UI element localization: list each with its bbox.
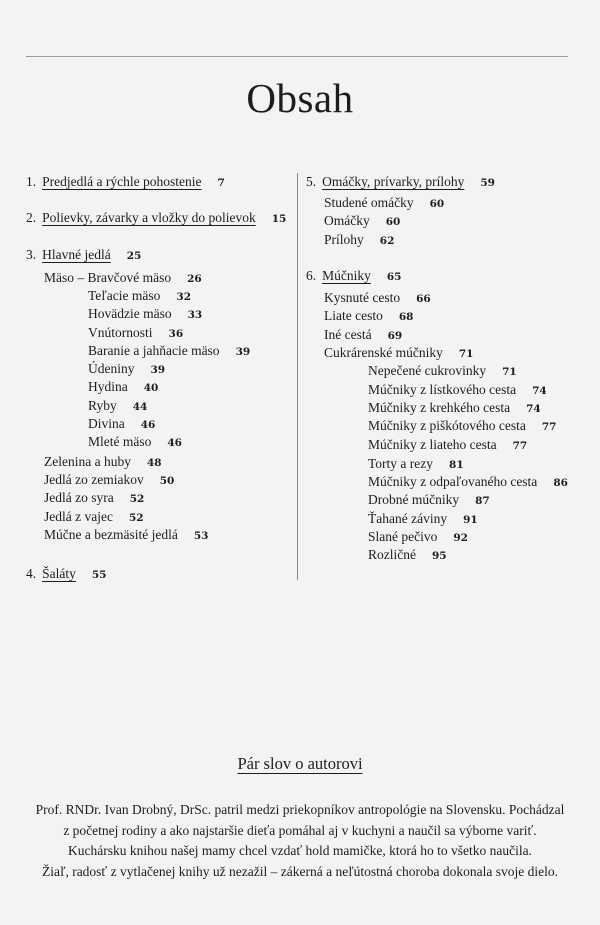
page-number: 60 — [429, 198, 445, 210]
entry-label: Studené omáčky — [324, 195, 414, 210]
page-number: 92 — [453, 532, 468, 544]
toc-entry-piskotove[interactable] — [368, 417, 556, 436]
chapter-label: Predjedlá a rýchle pohostenie — [42, 174, 202, 189]
page-number: 26 — [187, 273, 202, 285]
page-number: 62 — [379, 235, 395, 247]
entry-label: Nepečené cukrovinky — [368, 363, 487, 378]
page-number: 52 — [128, 512, 144, 524]
page-number: 15 — [271, 213, 287, 225]
page-number: 77 — [541, 421, 557, 433]
page-number: 36 — [168, 328, 184, 340]
page-number: 68 — [398, 311, 414, 323]
entry-label: Zelenina a huby — [44, 454, 131, 469]
page-number: 91 — [463, 514, 478, 526]
toc-entry-maso[interactable] — [44, 269, 202, 288]
page-number: 86 — [553, 477, 568, 489]
toc-chapter-2[interactable] — [26, 209, 286, 228]
toc-entry-torty[interactable] — [368, 455, 464, 474]
toc-entry-drobne[interactable] — [368, 491, 490, 510]
entry-label: Rozličné — [368, 547, 416, 562]
about-line: Kuchársku knihou našej mamy chcel vzdať hold mamičke, ktorá ho to všetko naučila. — [68, 843, 532, 858]
page-number: 55 — [91, 569, 107, 581]
about-line: Žiaľ, radosť z vytlačenej knihy už nezažil – zákerná a neľútostná choroba dokonala svoje dielo. — [41, 863, 559, 879]
page-title: Obsah — [246, 75, 354, 121]
toc-entry-divina[interactable] — [88, 415, 155, 434]
about-heading-text: Pár slov o autorovi — [237, 754, 363, 773]
page-number: 59 — [480, 177, 495, 189]
about-heading — [0, 754, 600, 774]
page-number: 46 — [167, 437, 182, 449]
entry-label: Prílohy — [324, 232, 364, 247]
top-rule — [26, 56, 568, 57]
page-number: 40 — [143, 382, 159, 394]
toc-entry-listkove[interactable] — [368, 381, 547, 400]
toc-chapter-3[interactable] — [26, 246, 141, 265]
chapter-number: 1. — [26, 174, 37, 189]
page-number: 48 — [146, 457, 162, 469]
page-number: 52 — [129, 493, 145, 505]
entry-label: Liate cesto — [324, 308, 383, 323]
chapter-label: Múčniky — [322, 268, 371, 283]
toc-entry-liateho[interactable] — [368, 436, 527, 455]
page-number: 74 — [532, 385, 547, 397]
entry-label: Baranie a jahňacie mäso — [88, 343, 220, 358]
toc-chapter-1[interactable] — [26, 173, 225, 192]
page-number: 33 — [187, 309, 203, 321]
page-number: 44 — [132, 401, 148, 413]
entry-label: Múčniky z lístkového cesta — [368, 382, 517, 397]
entry-label: Hydina — [88, 379, 128, 394]
page-number: 53 — [193, 530, 209, 542]
entry-label: Cukrárenské múčniky — [324, 345, 443, 360]
entry-label: Ryby — [88, 398, 117, 413]
toc-entry-ryby[interactable] — [88, 397, 147, 416]
entry-label: Múčniky z odpaľovaného cesta — [368, 474, 538, 489]
toc-entry-kysnute[interactable] — [324, 289, 431, 308]
toc-chapter-5[interactable] — [306, 173, 495, 192]
page-number: 25 — [126, 250, 142, 262]
chapter-number: 5. — [306, 174, 317, 189]
chapter-label: Polievky, závarky a vložky do polievok — [42, 210, 256, 225]
chapter-number: 4. — [26, 566, 37, 581]
entry-label: Jedlá z vajec — [44, 509, 113, 524]
toc-entry-zelenina[interactable] — [44, 453, 162, 472]
toc-entry-odpalovane[interactable] — [368, 473, 568, 492]
entry-label: Mleté mäso — [88, 434, 152, 449]
about-line: Prof. RNDr. Ivan Drobný, DrSc. patril medzi priekopníkov antropológie na Slovensku. Pochádzal — [35, 802, 565, 817]
about-paragraph — [10, 800, 590, 882]
page-number: 77 — [512, 440, 528, 452]
toc-entry-ine[interactable] — [324, 326, 402, 345]
toc-entry-studene[interactable] — [324, 194, 444, 213]
chapter-label: Šaláty — [42, 566, 76, 581]
entry-label: Ťahané záviny — [368, 511, 448, 526]
toc-entry-rozlicne[interactable] — [368, 546, 447, 565]
page-number: 74 — [526, 403, 541, 415]
toc-entry-prilohy[interactable] — [324, 231, 394, 250]
toc-entry-baranie[interactable] — [88, 342, 250, 361]
toc-entry-hovadzie[interactable] — [88, 305, 202, 324]
page-number: 39 — [150, 364, 166, 376]
entry-label: Hovädzie mäso — [88, 306, 172, 321]
toc-entry-vnutornosti[interactable] — [88, 324, 183, 343]
toc-entry-krehke[interactable] — [368, 399, 541, 418]
page-number: 71 — [502, 366, 517, 378]
chapter-label: Omáčky, prívarky, prílohy — [322, 174, 465, 189]
page-number: 65 — [386, 271, 402, 283]
toc-entry-mucne[interactable] — [44, 526, 208, 545]
entry-label: Jedlá zo syra — [44, 490, 114, 505]
page-number: 87 — [475, 495, 490, 507]
toc-chapter-6[interactable] — [306, 267, 402, 286]
chapter-number: 6. — [306, 268, 317, 283]
page-number: 71 — [458, 348, 474, 360]
entry-label: Mäso – Bravčové mäso — [44, 270, 172, 285]
column-divider — [297, 173, 298, 580]
entry-label: Múčniky z liateho cesta — [368, 437, 497, 452]
entry-label: Iné cestá — [324, 327, 372, 342]
entry-label: Torty a rezy — [368, 456, 434, 471]
page-number: 95 — [431, 550, 447, 562]
chapter-number: 2. — [26, 210, 37, 225]
about-line: z početnej rodiny a ako najstaršie dieťa pomáhal aj v kuchyni a naučil sa výborne variť. — [63, 822, 537, 838]
page-number: 39 — [235, 346, 251, 358]
page-number: 66 — [416, 293, 431, 305]
toc-entry-zemiaky[interactable] — [44, 471, 174, 490]
page-number: 81 — [449, 459, 464, 471]
toc-chapter-4[interactable] — [26, 565, 107, 584]
entry-label: Múčniky z piškótového cesta — [368, 418, 526, 433]
page-number: 69 — [387, 330, 403, 342]
entry-label: Múčne a bezmäsité jedlá — [44, 527, 178, 542]
entry-label: Údeniny — [88, 361, 135, 376]
chapter-number: 3. — [26, 247, 37, 262]
entry-label: Jedlá zo zemiakov — [44, 472, 144, 487]
toc-entry-udeniny[interactable] — [88, 360, 165, 379]
toc-entry-hydina[interactable] — [88, 378, 158, 397]
entry-label: Slané pečivo — [368, 529, 438, 544]
entry-label: Vnútornosti — [88, 325, 153, 340]
toc-entry-cukrarenske[interactable] — [324, 344, 473, 363]
toc-entry-vajce[interactable] — [44, 508, 144, 527]
page-number: 32 — [176, 291, 192, 303]
toc-entry-tahane[interactable] — [368, 510, 478, 529]
toc-entry-nepecene[interactable] — [368, 362, 517, 381]
entry-label: Múčniky z krehkého cesta — [368, 400, 511, 415]
chapter-label: Hlavné jedlá — [42, 247, 111, 262]
entry-label: Teľacie mäso — [88, 288, 161, 303]
page-number: 7 — [217, 177, 225, 189]
entry-label: Kysnuté cesto — [324, 290, 401, 305]
entry-label: Divina — [88, 416, 125, 431]
toc-entry-liate[interactable] — [324, 307, 413, 326]
page-number: 46 — [140, 419, 156, 431]
toc-entry-omacky[interactable] — [324, 212, 400, 231]
toc-entry-slane[interactable] — [368, 528, 468, 547]
page-number: 60 — [385, 216, 401, 228]
entry-label: Drobné múčniky — [368, 492, 460, 507]
page-number: 50 — [159, 475, 175, 487]
toc-entry-telacie[interactable] — [88, 287, 191, 306]
toc-entry-syr[interactable] — [44, 489, 144, 508]
entry-label: Omáčky — [324, 213, 370, 228]
toc-entry-mlete[interactable] — [88, 433, 182, 452]
